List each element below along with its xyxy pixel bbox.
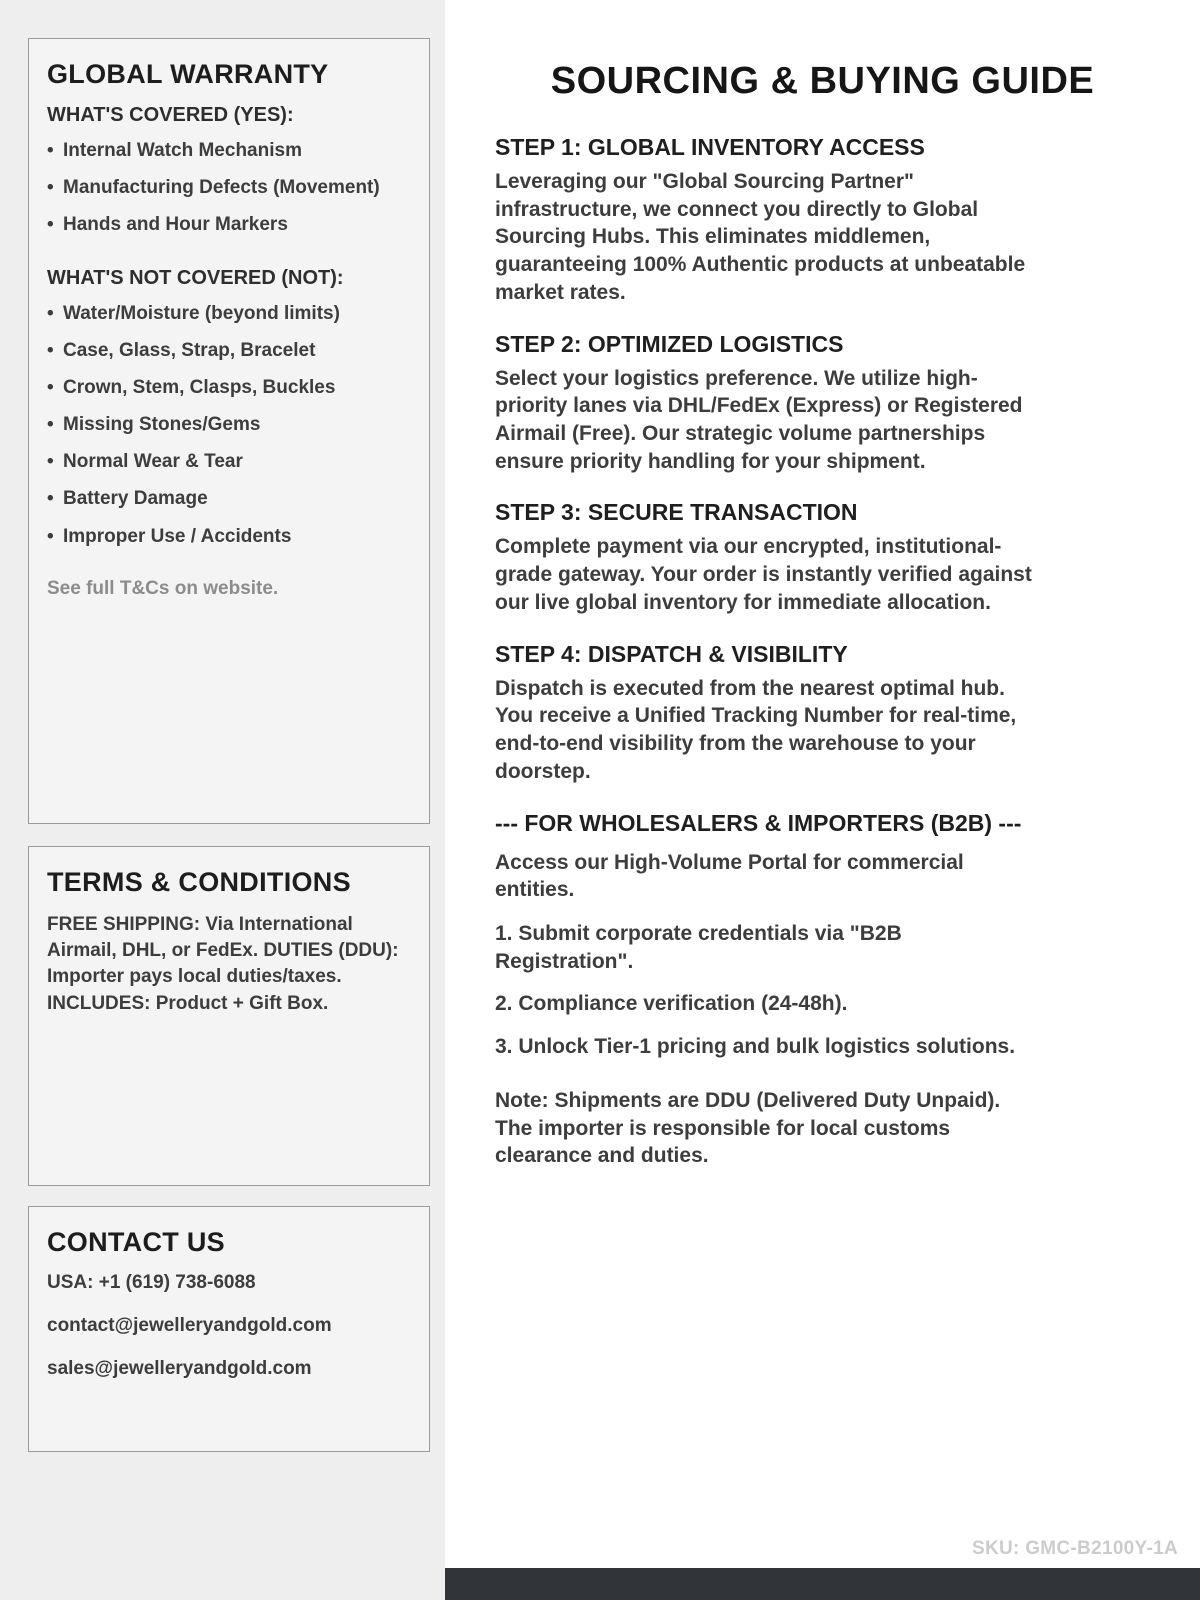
step-title: STEP 1: GLOBAL INVENTORY ACCESS xyxy=(495,134,925,160)
step-title: STEP 2: OPTIMIZED LOGISTICS xyxy=(495,330,844,357)
step-body: Leveraging our "Global Sourcing Partner" infrastructure, we connect you directly to Global Sourcing Hubs. This eliminates middlemen, guaranteeing 100% Authentic products at unbeatable market rates. xyxy=(495,170,1026,304)
guide-step-2 xyxy=(495,331,1115,476)
guide-step-4 xyxy=(495,641,1115,786)
page-title: SOURCING & BUYING GUIDE xyxy=(550,60,1095,102)
warranty-footnote: See full T&Cs on website. xyxy=(47,577,279,599)
step-body: Select your logistics preference. We utilize high-priority lanes via DHL/FedEx (Express) or Registered Airmail (Free). Our strategic volume partnerships ensure priority handling for your shipment. xyxy=(495,366,1023,473)
list-item: • Normal Wear & Tear xyxy=(47,450,411,473)
list-item: • Case, Glass, Strap, Bracelet xyxy=(47,339,411,362)
terms-body: FREE SHIPPING: Via International Airmail, DHL, or FedEx. DUTIES (DDU): Importer pays local duties/taxes. INCLUDES: Product + Gift Box. xyxy=(47,914,399,1014)
step-title: STEP 4: DISPATCH & VISIBILITY xyxy=(495,640,848,667)
sidebar xyxy=(0,0,445,1600)
b2b-item: 3. Unlock Tier-1 pricing and bulk logistics solutions. xyxy=(495,1035,1016,1059)
contact-panel xyxy=(28,1206,430,1452)
warranty-panel xyxy=(28,38,430,824)
warranty-not-covered-list xyxy=(47,302,411,548)
b2b-section xyxy=(495,810,1115,1170)
list-item: • Internal Watch Mechanism xyxy=(47,139,411,162)
list-item: • Missing Stones/Gems xyxy=(47,413,411,436)
contact-email-sales: sales@jewelleryandgold.com xyxy=(47,1358,312,1379)
guide-step-1 xyxy=(495,134,1115,307)
sku-label: SKU: GMC-B2100Y-1A xyxy=(971,1538,1178,1559)
b2b-note: Note: Shipments are DDU (Delivered Duty Unpaid). The importer is responsible for local customs clearance and duties. xyxy=(495,1088,1001,1168)
b2b-intro: Access our High-Volume Portal for commercial entities. xyxy=(495,850,964,902)
contact-email-primary: contact@jewelleryandgold.com xyxy=(47,1315,332,1336)
guide-step-3 xyxy=(495,499,1115,616)
warranty-title: GLOBAL WARRANTY xyxy=(47,59,329,89)
bottom-divider-bar xyxy=(445,1568,1200,1600)
list-item: • Hands and Hour Markers xyxy=(47,213,411,236)
b2b-item: 2. Compliance verification (24-48h). xyxy=(495,992,848,1016)
list-item: • Crown, Stem, Clasps, Buckles xyxy=(47,376,411,399)
b2b-title: --- FOR WHOLESALERS & IMPORTERS (B2B) --- xyxy=(495,809,1022,836)
warranty-covered-heading: WHAT'S COVERED (YES): xyxy=(47,104,294,126)
list-item: • Manufacturing Defects (Movement) xyxy=(47,176,411,199)
terms-panel xyxy=(28,846,430,1186)
contact-phone: USA: +1 (619) 738-6088 xyxy=(47,1272,256,1293)
b2b-item: 1. Submit corporate credentials via "B2B Registration". xyxy=(495,921,902,973)
list-item: • Water/Moisture (beyond limits) xyxy=(47,302,411,325)
step-title: STEP 3: SECURE TRANSACTION xyxy=(495,499,858,526)
list-item: • Battery Damage xyxy=(47,487,411,510)
terms-title: TERMS & CONDITIONS xyxy=(47,867,351,897)
step-body: Complete payment via our encrypted, institutional-grade gateway. Your order is instantly verified against our live global inventory for immediate allocation. xyxy=(495,535,1032,614)
list-item: • Improper Use / Accidents xyxy=(47,525,411,548)
warranty-covered-list xyxy=(47,139,411,237)
contact-title: CONTACT US xyxy=(47,1227,225,1257)
sourcing-guide xyxy=(495,134,1115,1170)
step-body: Dispatch is executed from the nearest optimal hub. You receive a Unified Tracking Number for real-time, end-to-end visibility from the warehouse to your doorstep. xyxy=(495,676,1017,783)
warranty-not-covered-heading: WHAT'S NOT COVERED (NOT): xyxy=(47,266,344,289)
